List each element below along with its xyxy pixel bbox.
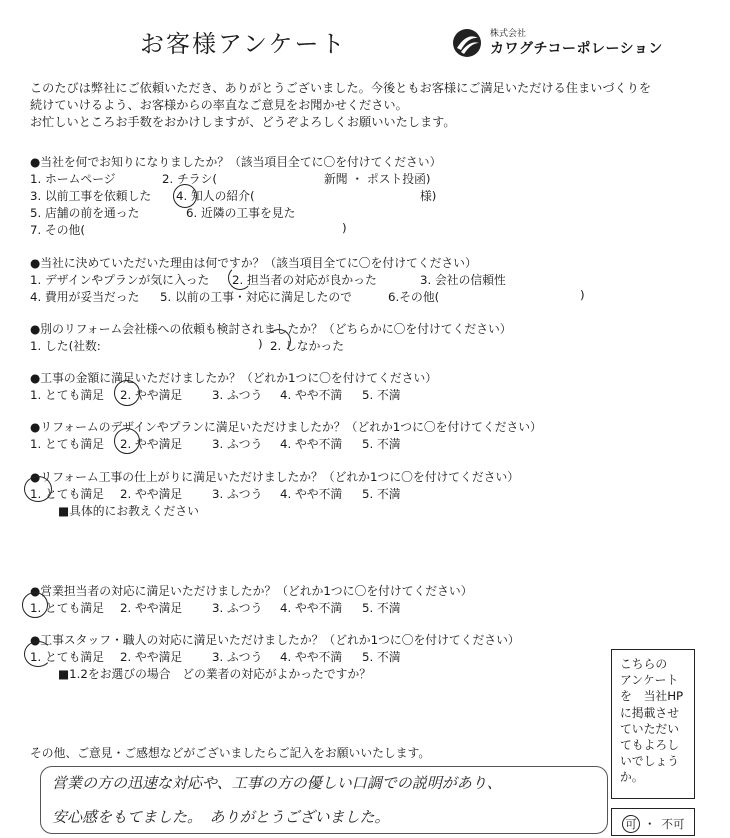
hp-publication-box: [611, 649, 695, 799]
q2-option-2[interactable]: 2. 担当者の対応が良かった: [232, 273, 377, 287]
question-8: ●工事スタッフ・職人の対応に満足いただけましたか？（どれか1つに〇を付けてください）: [30, 633, 520, 647]
permission-yes[interactable]: 可: [622, 815, 640, 833]
question-7: ●営業担当者の対応に満足いただけましたか？（どれか1つに〇を付けてください）: [30, 584, 473, 598]
logo-company-type: 株式会社: [490, 29, 527, 39]
q8-option-1[interactable]: 1. とても満足: [30, 650, 104, 664]
q5-option-2[interactable]: 2. やや満足: [120, 437, 183, 451]
q4-option-3[interactable]: 3. ふつう: [212, 388, 263, 402]
hp-box-line: アンケート: [620, 673, 679, 688]
q2-option-6-close: ): [580, 288, 585, 302]
comment-prompt: その他、ご意見・ご感想などがございましたらご記入をお願いいたします。: [30, 746, 431, 760]
survey-title: お客様アンケート: [140, 30, 347, 58]
permission-separator: ・: [644, 817, 656, 831]
q3-option-2[interactable]: 2. しなかった: [270, 339, 344, 353]
hp-box-line: に掲載させ: [620, 705, 679, 720]
q8-detail-prompt: ■1.2をお選びの場合 どの業者の対応がよかったですか？: [58, 667, 372, 681]
q3-option-1[interactable]: 1. した(社数:: [30, 339, 101, 353]
logo-company-name: カワグチコーポレーション: [490, 41, 663, 57]
q6-option-1[interactable]: 1. とても満足: [30, 487, 104, 501]
hp-box-line: てもよろし: [620, 738, 679, 753]
q4-option-4[interactable]: 4. やや不満: [280, 388, 343, 402]
intro-text: [30, 80, 651, 131]
permission-choice: [611, 808, 695, 836]
q5-option-3[interactable]: 3. ふつう: [212, 437, 263, 451]
handwritten-comment-line: 営業の方の迅速な対応や、工事の方の優しい口調での説明があり、: [52, 774, 502, 792]
question-3: ●別のリフォーム会社様への依頼も検討されましたか？（どちらかに〇を付けてください）: [30, 322, 512, 336]
q1-option-2-detail: 新聞 ・ ポスト投函): [324, 172, 431, 186]
q6-option-3[interactable]: 3. ふつう: [212, 487, 263, 501]
q7-option-1[interactable]: 1. とても満足: [30, 601, 104, 615]
q1-option-4[interactable]: 4. 知人の紹介(: [176, 189, 255, 203]
q5-option-1[interactable]: 1. とても満足: [30, 437, 104, 451]
company-logo: [452, 26, 692, 62]
q6-option-4[interactable]: 4. やや不満: [280, 487, 343, 501]
q1-option-6[interactable]: 6. 近隣の工事を見た: [186, 206, 296, 220]
hp-box-line: いでしょう: [620, 754, 679, 769]
selection-circle: [24, 476, 52, 502]
q8-option-5[interactable]: 5. 不満: [362, 650, 401, 664]
intro-line: 続けていけるよう、お客様からの率直なご意見をお聞かせください。: [30, 98, 408, 112]
q8-option-2[interactable]: 2. やや満足: [120, 650, 183, 664]
q4-option-5[interactable]: 5. 不満: [362, 388, 401, 402]
q2-option-1[interactable]: 1. デザインやプランが気に入った: [30, 273, 210, 287]
q7-option-4[interactable]: 4. やや不満: [280, 601, 343, 615]
q2-option-3[interactable]: 3. 会社の信頼性: [420, 273, 506, 287]
q5-option-5[interactable]: 5. 不満: [362, 437, 401, 451]
q7-option-3[interactable]: 3. ふつう: [212, 601, 263, 615]
q7-option-2[interactable]: 2. やや満足: [120, 601, 183, 615]
q6-option-2[interactable]: 2. やや満足: [120, 487, 183, 501]
question-4: ●工事の金額に満足いただけましたか？（どれか1つに〇を付けてください）: [30, 371, 438, 385]
question-5: ●リフォームのデザインやプランに満足いただけましたか？（どれか1つに〇を付けてください）: [30, 420, 542, 434]
question-1: ●当社を何でお知りになりましたか？（該当項目全てに〇を付けてください）: [30, 155, 442, 169]
q6-option-5[interactable]: 5. 不満: [362, 487, 401, 501]
q2-option-4[interactable]: 4. 費用が妥当だった: [30, 290, 140, 304]
intro-line: お忙しいところお手数をおかけしますが、どうぞよろしくお願いいたします。: [30, 115, 456, 129]
selection-circle: [22, 592, 48, 618]
q8-option-4[interactable]: 4. やや不満: [280, 650, 343, 664]
q4-option-1[interactable]: 1. とても満足: [30, 388, 104, 402]
selection-circle: [228, 266, 252, 290]
q2-option-6[interactable]: 6.その他(: [388, 290, 440, 304]
q4-option-2[interactable]: 2. やや満足: [120, 388, 183, 402]
permission-no[interactable]: 不可: [661, 817, 685, 831]
hp-box-line: こちらの: [620, 657, 668, 671]
q1-option-1[interactable]: 1. ホームページ: [30, 172, 116, 186]
q1-option-7-close: ): [342, 221, 347, 235]
logo-mark-icon: [452, 28, 482, 58]
q3-option-1-close: ): [258, 337, 263, 351]
q2-option-5[interactable]: 5. 以前の工事・対応に満足したので: [160, 290, 352, 304]
selection-circle: [114, 428, 140, 454]
q6-detail-prompt: ■具体的にお教えください: [58, 504, 199, 518]
q1-option-3[interactable]: 3. 以前工事を依頼した: [30, 189, 152, 203]
q1-option-7[interactable]: 7. その他(: [30, 223, 85, 237]
selection-circle: [267, 329, 291, 353]
q1-option-4-suffix: 様): [420, 189, 437, 203]
hp-box-line: ていただい: [620, 721, 679, 736]
intro-line: このたびは弊社にご依頼いただき、ありがとうございました。今後ともお客様にご満足いただける住まいづくりを: [30, 81, 652, 95]
q1-option-2[interactable]: 2. チラシ(: [162, 172, 217, 186]
hp-box-line: か。: [620, 770, 644, 785]
question-2: ●当社に決めていただいた理由は何ですか？（該当項目全てに〇を付けてください）: [30, 256, 477, 270]
q5-option-4[interactable]: 4. やや不満: [280, 437, 343, 451]
selection-circle: [114, 380, 140, 406]
q8-option-3[interactable]: 3. ふつう: [212, 650, 263, 664]
selection-circle: [173, 184, 197, 208]
question-6: ●リフォーム工事の仕上がりに満足いただけましたか？（どれか1つに〇を付けてください）: [30, 470, 520, 484]
handwritten-comment-line: 安心感をもてました。 ありがとうございました。: [52, 808, 390, 826]
q1-option-5[interactable]: 5. 店舗の前を通った: [30, 206, 140, 220]
selection-circle: [24, 641, 52, 667]
q7-option-5[interactable]: 5. 不満: [362, 601, 401, 615]
hp-box-line: を 当社HP: [620, 689, 684, 704]
